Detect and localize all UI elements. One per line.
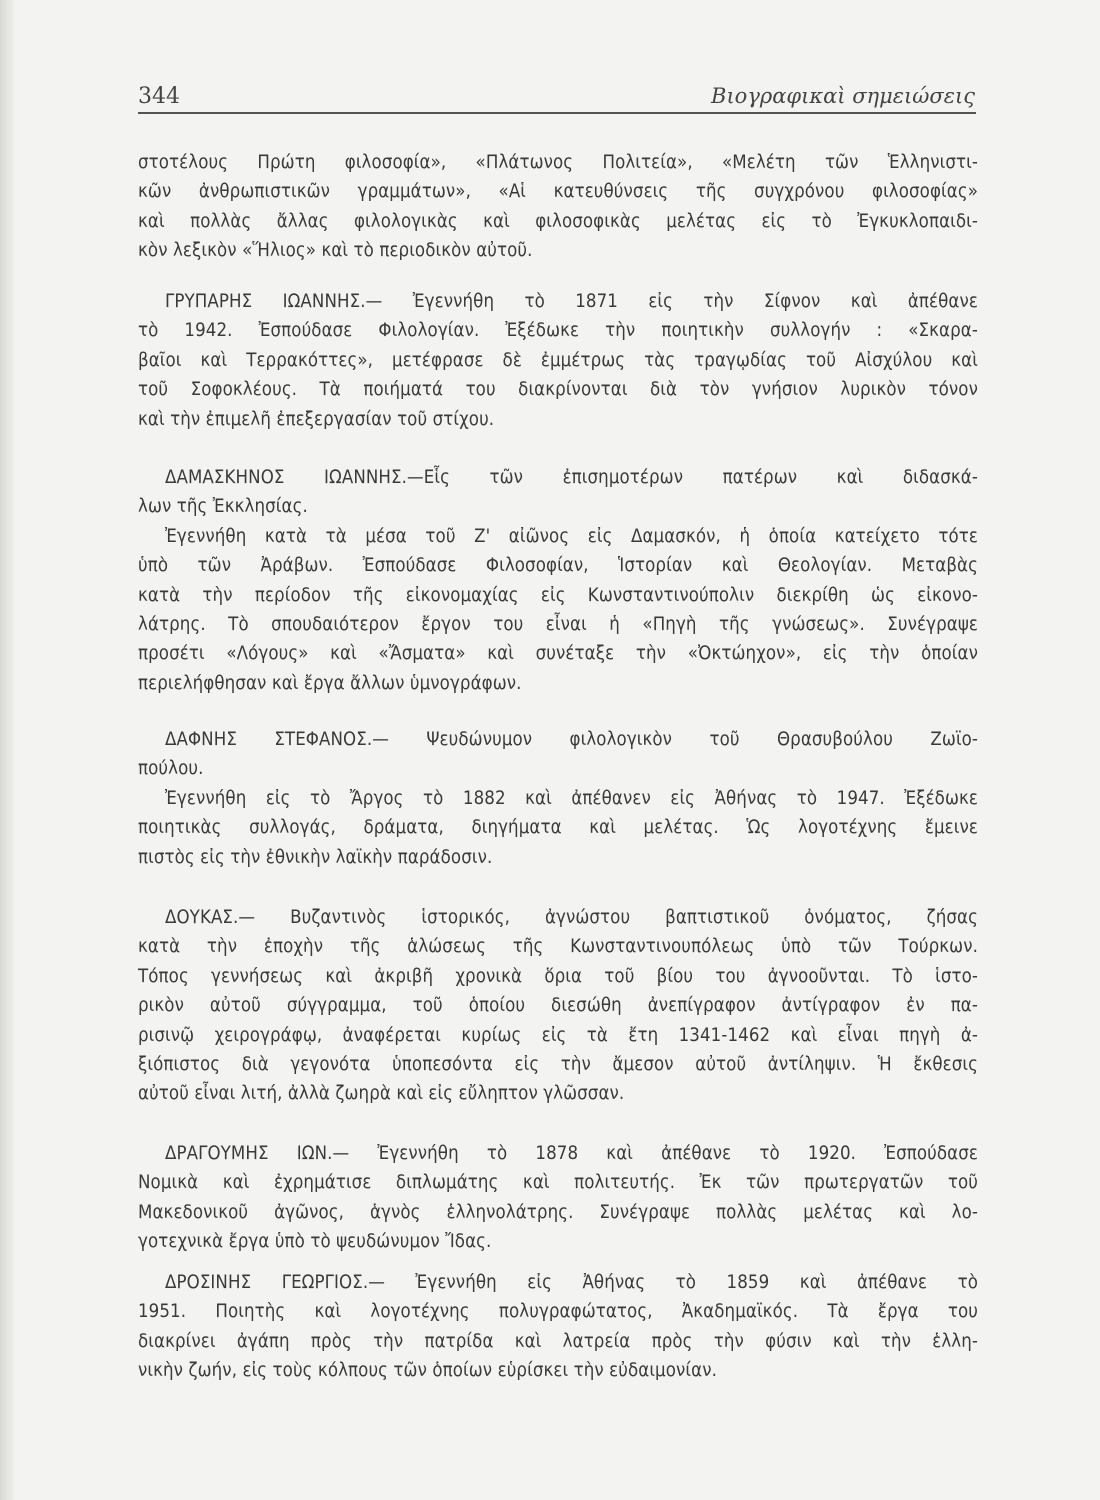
entry-heading-line: ΓΡΥΠΑΡΗΣ ΙΩΑΝΝΗΣ.— Ἐγεννήθη τὸ 1871 εἰς τὴν Σίφνον καὶ ἀπέθανε: [165, 291, 978, 312]
text-line: Τόπος γεννήσεως καὶ ἀκριβῆ χρονικὰ ὅρια τοῦ βίου του ἀγνοοῦνται. Τὸ ἱστο-: [138, 965, 978, 987]
text-line: πούλου.: [138, 758, 204, 780]
text-line: βαῖοι καὶ Τερρακόττες», μετέφρασε δὲ ἐμμέτρως τὰς τραγῳδίας τοῦ Αἰσχύλου καὶ: [138, 349, 978, 371]
page-edge: [0, 0, 14, 1500]
entry-doukas: [138, 903, 978, 1109]
entry-heading-line: ΔΑΜΑΣΚΗΝΟΣ ΙΩΑΝΝΗΣ.—Εἷς τῶν ἐπισημοτέρων πατέρων καὶ διδασκά-: [165, 467, 978, 488]
text-line: νικὴν ζωήν, εἰς τοὺς κόλπους τῶν ὁποίων εὑρίσκει τὴν εὐδαιμονίαν.: [138, 1360, 717, 1382]
entry-heading-line: ΔΟΥΚΑΣ.— Βυζαντινὸς ἱστορικός, ἀγνώστου βαπτιστικοῦ ὀνόματος, ζήσας: [165, 907, 978, 928]
page-number: 344: [138, 84, 180, 109]
entry-damaskinos: [138, 463, 978, 698]
entry-continuation: [138, 148, 978, 266]
text-line: ποιητικὰς συλλογάς, δράματα, διηγήματα καὶ μελέτας. Ὡς λογοτέχνης ἔμεινε: [138, 817, 978, 839]
text-line: καὶ πολλὰς ἄλλας φιλολογικὰς καὶ φιλοσοφικὰς μελέτας εἰς τὸ Ἐγκυκλοπαιδι-: [138, 210, 978, 232]
entry-gryparis: [138, 287, 978, 434]
header-rule: [138, 112, 976, 114]
entry-drosinis: [138, 1268, 978, 1386]
entry-heading-line: ΔΡΟΣΙΝΗΣ ΓΕΩΡΓΙΟΣ.— Ἐγεννήθη εἰς Ἀθήνας τὸ 1859 καὶ ἀπέθανε τὸ: [165, 1272, 978, 1293]
text-line: Ἐγεννήθη κατὰ τὰ μέσα τοῦ Ζ' αἰῶνος εἰς Δαμασκόν, ἡ ὁποία κατείχετο τότε: [165, 525, 978, 547]
entry-heading-line: ΔΡΑΓΟΥΜΗΣ ΙΩΝ.— Ἐγεννήθη τὸ 1878 καὶ ἀπέθανε τὸ 1920. Ἐσπούδασε: [165, 1143, 978, 1164]
text-line: στοτέλους Πρώτη φιλοσοφία», «Πλάτωνος Πολιτεία», «Μελέτη τῶν Ἑλληνιστι-: [138, 152, 978, 173]
text-line: κατὰ τὴν περίοδον τῆς εἰκονομαχίας εἰς Κωνσταντινούπολιν διεκρίθη ὡς εἰκονο-: [138, 584, 978, 606]
text-line: ξιόπιστος διὰ γεγονότα ὑποπεσόντα εἰς τὴν ἄμεσον αὐτοῦ ἀντίληψιν. Ἡ ἔκθεσις: [138, 1054, 978, 1076]
text-line: πιστὸς εἰς τὴν ἐθνικὴν λαϊκὴν παράδοσιν.: [138, 846, 493, 868]
text-line: Νομικὰ καὶ ἐχρημάτισε διπλωμάτης καὶ πολιτευτής. Ἐκ τῶν πρωτεργατῶν τοῦ: [138, 1172, 978, 1194]
entry-heading-line: ΔΑΦΝΗΣ ΣΤΕΦΑΝΟΣ.— Ψευδώνυμον φιλολογικὸν τοῦ Θρασυβούλου Ζωϊο-: [165, 729, 978, 750]
text-line: 1951. Ποιητὴς καὶ λογοτέχνης πολυγραφώτατος, Ἀκαδημαϊκός. Τὰ ἔργα του: [138, 1301, 978, 1323]
text-line: διακρίνει ἀγάπη πρὸς τὴν πατρίδα καὶ λατρεία πρὸς τὴν φύσιν καὶ τὴν ἑλλη-: [138, 1330, 978, 1352]
text-line: κατὰ τὴν ἐποχὴν τῆς ἁλώσεως τῆς Κωνσταντινουπόλεως ὑπὸ τῶν Τούρκων.: [138, 936, 978, 958]
text-line: Μακεδονικοῦ ἀγῶνος, ἁγνὸς ἑλληνολάτρης. Συνέγραψε πολλὰς μελέτας καὶ λο-: [138, 1201, 978, 1223]
entry-dafnis: [138, 725, 978, 872]
text-line: κὸν λεξικὸν «Ἥλιος» καὶ τὸ περιοδικὸν αὐτοῦ.: [138, 240, 533, 262]
text-line: καὶ τὴν ἐπιμελῆ ἐπεξεργασίαν τοῦ στίχου.: [138, 408, 495, 430]
text-line: προσέτι «Λόγους» καὶ «Ἄσματα» καὶ συνέταξε τὴν «Ὀκτώηχον», εἰς τὴν ὁποίαν: [138, 643, 978, 665]
text-line: κῶν ἀνθρωπιστικῶν γραμμάτων», «Αἱ κατευθύνσεις τῆς συγχρόνου φιλοσοφίας»: [138, 181, 978, 203]
text-line: περιελήφθησαν καὶ ἔργα ἄλλων ὑμνογράφων.: [138, 672, 522, 694]
text-line: αὐτοῦ εἶναι λιτή, ἀλλὰ ζωηρὰ καὶ εἰς εὔληπτον γλῶσσαν.: [138, 1083, 625, 1105]
entry-dragoumis: [138, 1139, 978, 1257]
text-line: ὑπὸ τῶν Ἀράβων. Ἐσπούδασε Φιλοσοφίαν, Ἱστορίαν καὶ Θεολογίαν. Μεταβὰς: [138, 555, 978, 577]
text-line: τὸ 1942. Ἐσπούδασε Φιλολογίαν. Ἐξέδωκε τὴν ποιητικὴν συλλογήν : «Σκαρα-: [138, 320, 978, 342]
text-line: λων τῆς Ἐκκλησίας.: [138, 496, 308, 518]
text-line: ρισινῷ χειρογράφῳ, ἀναφέρεται κυρίως εἰς τὰ ἔτη 1341-1462 καὶ εἶναι πηγὴ ἀ-: [138, 1024, 978, 1046]
text-line: τοῦ Σοφοκλέους. Τὰ ποιήματά του διακρίνονται διὰ τὸν γνήσιον λυρικὸν τόνον: [138, 379, 978, 401]
text-line: λάτρης. Τὸ σπουδαιότερον ἔργον του εἶναι ἡ «Πηγὴ τῆς γνώσεως». Συνέγραψε: [138, 614, 978, 636]
text-line: ρικὸν αὐτοῦ σύγγραμμα, τοῦ ὁποίου διεσώθη ἀνεπίγραφον ἀντίγραφον ἐν πα-: [138, 995, 978, 1017]
text-line: Ἐγεννήθη εἰς τὸ Ἄργος τὸ 1882 καὶ ἀπέθανεν εἰς Ἀθήνας τὸ 1947. Ἐξέδωκε: [165, 787, 978, 809]
text-line: γοτεχνικὰ ἔργα ὑπὸ τὸ ψευδώνυμον Ἴδας.: [138, 1231, 492, 1253]
running-title: Βιογραφικαὶ σημειώσεις: [711, 84, 975, 108]
